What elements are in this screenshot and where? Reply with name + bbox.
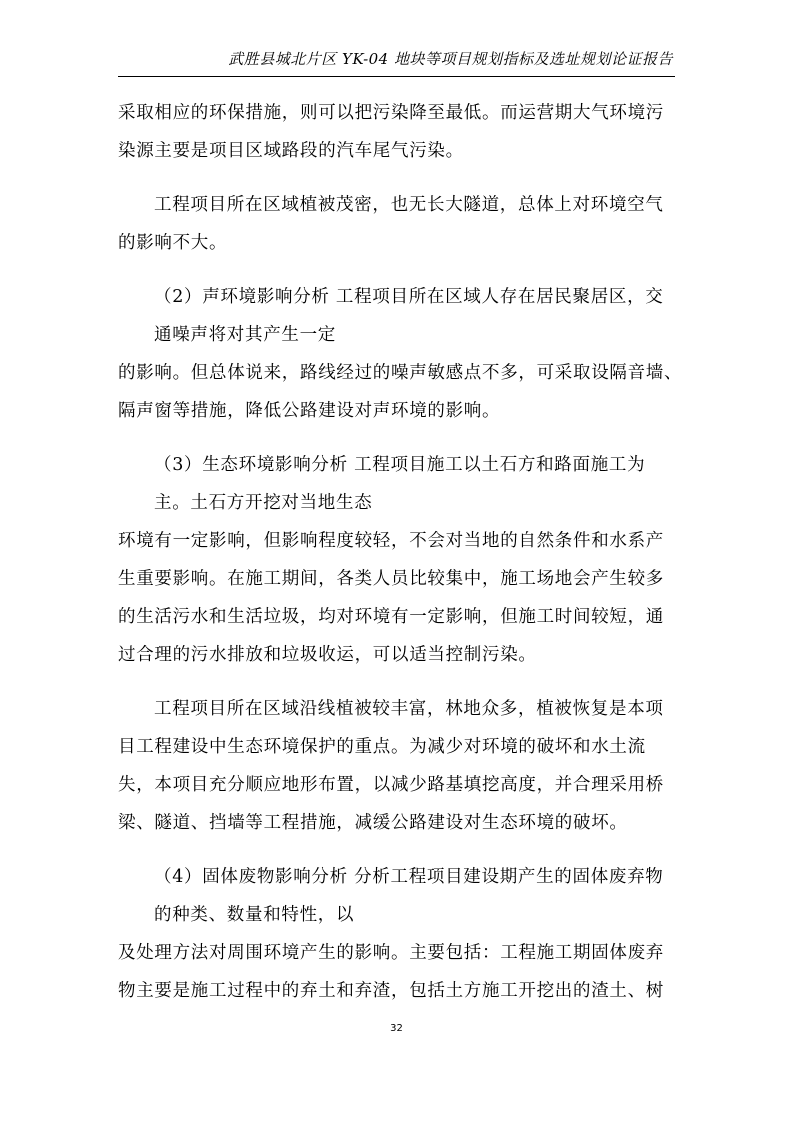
text-line: （2）声环境影响分析 工程项目所在区域人存在居民聚居区，交 [154,287,664,307]
text-line: 过合理的污水排放和垃圾收运，可以适当控制污染。 [118,645,537,665]
text-line: （3）生态环境影响分析 工程项目施工以土石方和路面施工为 [154,455,646,475]
header-title: 武胜县城北片区 YK-04 地块等项目规划指标及选址规划论证报告 [228,50,673,68]
text-line: 失，本项目充分顺应地形布置，以减少路基填挖高度，并合理采用桥 [118,775,664,795]
text-line: 隔声窗等措施，降低公路建设对声环境的影响。 [118,401,501,421]
text-line: 及处理方法对周围环境产生的影响。主要包括：工程施工期固体废弃 [118,943,664,963]
text-line: （4）固体废物影响分析 分析工程项目建设期产生的固体废弃物 [154,867,664,887]
text-line: 工程项目所在区域植被茂密，也无长大隧道，总体上对环境空气 [154,195,664,215]
header-rule [118,76,675,77]
text-line: 工程项目所在区域沿线植被较丰富，林地众多，植被恢复是本项 [154,699,664,719]
text-line: 环境有一定影响，但影响程度较轻，不会对当地的自然条件和水系产 [118,531,664,551]
text-line: 的种类、数量和特性，以 [154,905,355,925]
text-line: 采取相应的环保措施，则可以把污染降至最低。而运营期大气环境污 [118,103,664,123]
text-line: 主。土石方开挖对当地生态 [154,493,373,513]
body-text [118,94,683,1010]
text-line: 染源主要是项目区域路段的汽车尾气污染。 [118,141,464,161]
text-line: 目工程建设中生态环境保护的重点。为减少对环境的破坏和水土流 [118,737,646,757]
text-line: 生重要影响。在施工期间，各类人员比较集中，施工场地会产生较多 [118,569,664,589]
text-line: 的生活污水和生活垃圾，均对环境有一定影响，但施工时间较短，通 [118,607,664,627]
text-line: 通噪声将对其产生一定 [154,325,336,345]
text-line: 的影响。但总体说来，路线经过的噪声敏感点不多，可采取设隔音墙、 [118,363,683,383]
text-line: 的影响不大。 [118,233,228,253]
page-number: 32 [390,1023,403,1034]
text-line: 物主要是施工过程中的弃土和弃渣，包括土方施工开挖出的渣土、树 [118,981,664,1001]
text-line: 梁、隧道、挡墙等工程措施，减缓公路建设对生态环境的破坏。 [118,813,628,833]
